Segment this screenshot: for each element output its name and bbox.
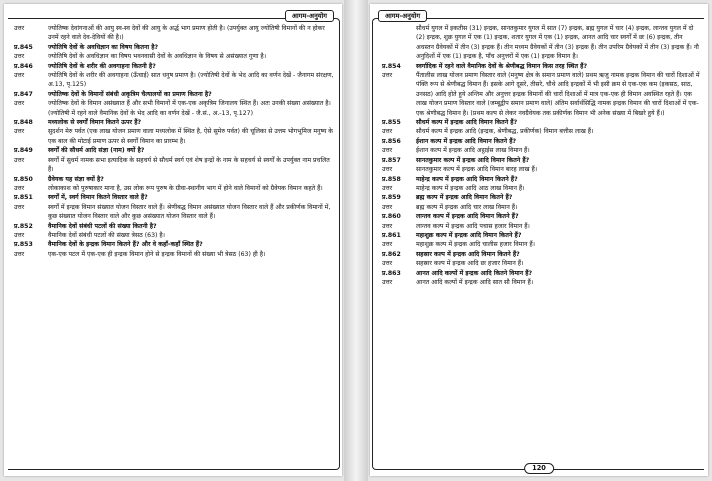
question-number: प्र.855 [382, 119, 401, 127]
answer-label: उत्तर [14, 156, 25, 164]
question-item [14, 62, 334, 71]
answer-label: उत्तर [382, 222, 393, 230]
answer-item [14, 52, 334, 61]
question-number: प्र.859 [382, 194, 401, 202]
question-number: प्र.856 [382, 137, 401, 145]
answer-label: उत्तर [382, 166, 393, 174]
question-text: स्वर्गादिक में रहने वाले वैमानिक देवों के श्रेणीबद्ध विमान किस तरह स्थित हैं? [416, 62, 588, 70]
answer-text: आनत आदि कल्पों में इन्द्रक आदि सात सौ विमान हैं। [416, 278, 534, 286]
answer-item [382, 240, 700, 249]
answer-item [382, 278, 700, 287]
question-item [382, 193, 700, 202]
answer-text: लान्तव कल्प में इन्द्रक आदि पचास हजार विमान हैं। [416, 222, 530, 230]
answer-label: उत्तर [382, 203, 393, 211]
answer-label: उत्तर [382, 184, 393, 192]
question-number: प्र.851 [14, 194, 33, 202]
question-number: प्र.862 [382, 250, 401, 258]
answer-text: वैमानिक देवों संबंधी पटलों की संख्या त्रेसठ (63) है। [48, 231, 166, 239]
answer-item [14, 203, 334, 222]
question-item [382, 62, 700, 71]
answer-label: उत्तर [382, 278, 393, 286]
answer-text: सुदर्शन मेरु पर्वत (एक लाख योजन प्रमाण वाला मध्यलोक में स्थित है, ऐसे सुमेरु पर्वत) की चूलिका से उत्तम भोगभूमिज मनुष्य के एक बाल की मोटाई प्रमाण ऊपर से स्वर्गों विमान का प्रारम्भ है। [48, 128, 333, 145]
question-item [14, 240, 334, 249]
answer-item [14, 127, 334, 146]
question-text: महाशुक्र कल्प में इन्द्रक आदि विमान कितने हैं? [416, 231, 522, 239]
question-text: ईशान कल्प में इन्द्रक आदि विमान कितने हैं? [416, 137, 517, 145]
question-item [382, 231, 700, 240]
answer-text: माहेन्द्र कल्प में इन्द्रक आदि आठ लाख विमान हैं। [416, 184, 525, 192]
answer-label: उत्तर [14, 128, 25, 136]
right-page-content [382, 24, 700, 466]
left-header-tab: आगम-अनुयोग [285, 10, 334, 22]
question-item [14, 193, 334, 202]
answer-item [382, 71, 700, 118]
question-number: प्र.854 [382, 62, 401, 70]
question-text: ब्रह्म कल्प में इन्द्रक आदि विमान कितने हैं? [416, 194, 513, 202]
answer-text: पैंतालीस लाख योजन प्रमाण विस्तार वाले (मनुष्य क्षेत्र के समान प्रमाण वाले) प्रथम ऋजु नामक इन्द्रक विमान की चारों दिशाओं में पंक्ति रूप से श्रेणीबद्ध विमान हैं। इसके आगे दूसरे, तीसरे, चौथे आदि इन्द्रकों में भी इसी क्रम से एक-एक कम (इकसठ, साठ, उनसठ) आदि होते हुये अन्तिम और अनुत्तर इन्द्रक विमानों की चारों दिशाओं में मात्र एक-एक ही विमान अवस्थित रहते हैं। एक लाख योजन प्रमाण विस्तार वाले (जम्बूद्वीप समान प्रमाण वाले) अंतिम सर्वार्थसिद्धि नामक इन्द्रक विमान की चारों दिशाओं में एक-एक श्रेणीबद्ध विमान है। (प्रथम कल्प से लेकर नवग्रैवेयक तक प्रकीर्णक विमान भी अनेक संख्या में बिखरे हुये हैं।) [416, 72, 700, 117]
question-item [14, 118, 334, 127]
answer-text: महाशुक्र कल्प में इन्द्रक आदि चालीस हजार विमान हैं। [416, 241, 536, 249]
answer-item [382, 203, 700, 212]
question-item [382, 137, 700, 146]
answer-item [14, 184, 334, 193]
answer-item [382, 222, 700, 231]
answer-item [14, 99, 334, 118]
question-number: प्र.852 [14, 222, 33, 230]
book-binding [344, 0, 368, 481]
question-item [382, 250, 700, 259]
question-item [14, 43, 334, 52]
question-text: मध्यलोक से स्वर्गों विमान कितने ऊपर हैं? [48, 119, 142, 127]
question-item [14, 146, 334, 155]
answer-item [382, 127, 700, 136]
question-number: प्र.860 [382, 213, 401, 221]
question-number: प्र.857 [382, 156, 401, 164]
question-number: प्र.849 [14, 147, 33, 155]
question-number: प्र.845 [14, 43, 33, 51]
answer-text: सौधर्म कल्प में इन्द्रक आदि (इन्द्रक, श्रेणीबद्ध, प्रकीर्णक) विमान बत्तीस लाख हैं। [416, 128, 594, 136]
answer-label: उत्तर [14, 53, 25, 61]
answer-label: उत्तर [382, 147, 393, 155]
answer-item [382, 184, 700, 193]
question-item [14, 175, 334, 184]
question-item [382, 175, 700, 184]
question-item [14, 222, 334, 231]
question-text: सानतकुमार कल्प में इन्द्रक आदि विमान कितने हैं? [416, 156, 530, 164]
answer-label: उत्तर [14, 250, 25, 258]
question-text: वैमानिक देवों संबंधी पटलों की संख्या कितनी है? [48, 222, 157, 230]
answer-text: ब्रह्म कल्प में इन्द्रक आदि चार लाख विमान हैं। [416, 203, 518, 211]
question-number: प्र.848 [14, 119, 33, 127]
question-text: स्वर्गों में, स्वर्ग विमान कितने विस्तार वाले हैं? [48, 194, 148, 202]
answer-label: उत्तर [382, 72, 393, 80]
question-text: लान्तव कल्प में इन्द्रक आदि विमान कितने हैं? [416, 213, 519, 221]
answer-text: सानतकुमार कल्प में इन्द्रक आदि विमान बारह लाख हैं। [416, 166, 538, 174]
answer-label: उत्तर [14, 72, 25, 80]
continued-answer-text: सौधर्म युगल में इकतीस (31) इन्द्रक, सानतकुमार युगल में सात (7) इन्द्रक, ब्रह्म युगल में चार (4) इन्द्रक, लान्तव युगल में दो (2) इन्द्रक, शुक्र युगल में एक (1) इन्द्रक, शतार युगल में एक (1) इन्द्रक, आनत आदि चार स्वर्गों में छः (6) इन्द्रक, तीन अधस्तन ग्रैवेयकों में तीन (3) इन्द्रक हैं। तीन मध्यम ग्रैवेयकों में तीन (3) इन्द्रक हैं। तीन उपरिम ग्रैवेयकों में तीन (3) इन्द्रक हैं। नौ अनुदिशों में एक (1) इन्द्रक है, पाँच अनुत्तरों में एक (1) इन्द्रक विमान है। [416, 25, 699, 61]
answer-label: उत्तर [382, 260, 393, 268]
answer-text: सहस्रार कल्प में इन्द्रक आदि छः हजार विमान हैं। [416, 260, 524, 268]
question-number: प्र.858 [382, 175, 401, 183]
question-text: स्वर्गों की सौधर्म आदि संज्ञा (नाम) क्यों है? [48, 147, 145, 155]
question-item [382, 269, 700, 278]
answer-label: उत्तर [14, 203, 25, 211]
right-header-tab: आगम-अनुयोग [378, 10, 427, 22]
question-text: ज्योतिषि देवों के अवधिज्ञान का विषय कितना है? [48, 43, 159, 51]
question-number: प्र.846 [14, 62, 33, 70]
question-text: ग्रैवेयक यह संज्ञा क्यों है? [48, 175, 104, 183]
answer-label: उत्तर [382, 241, 393, 249]
answer-text: ईशान कल्प में इन्द्रक आदि अट्ठाईस लाख विमान हैं। [416, 147, 530, 155]
left-page [4, 4, 342, 476]
answer-item [14, 250, 334, 259]
answer-text: ज्योतिष्क देवांगनाओं की आयु स्व-स्व देवों की आयु के अर्द्ध भाग प्रमाण होती है। (उपर्युक्त आयु ज्योतिषी विमानों की न होकर उनमें रहने वाले देव-देवियों की है।) [48, 25, 325, 42]
question-item [14, 90, 334, 99]
answer-item [14, 24, 334, 43]
question-text: सौधर्म कल्प में इन्द्रक आदि विमान कितने हैं? [416, 119, 518, 127]
question-item [382, 212, 700, 221]
answer-label: उत्तर [14, 184, 25, 192]
answer-item [382, 146, 700, 155]
answer-text: लोकाकाश को पुरुषाकार माना है, उस लोक रूप पुरुष के ग्रीवा-स्थानीय भाग में होने वाले विमानों को ग्रैवेयक विमान कहते हैं। [48, 184, 323, 192]
question-number: प्र.850 [14, 175, 33, 183]
question-item [382, 118, 700, 127]
answer-item [14, 156, 334, 175]
question-text: ज्योतिष्क देवों के विमानों संबंधी अकृत्रिम चैत्यालयों का प्रमाण कितना है? [48, 90, 212, 98]
question-number: प्र.861 [382, 231, 401, 239]
right-page [370, 4, 708, 476]
question-text: आनत आदि कल्पों में इन्द्रक आदि कितने विमान हैं? [416, 269, 533, 277]
answer-text: स्वर्गों में इन्द्रक विमान संख्यात योजन विस्तार वाले हैं। श्रेणीबद्ध विमान असंख्यात योजन विस्तार वाले हैं और प्रकीर्णक विमानों में, कुछ संख्यात योजन विस्तार वाले और कुछ असंख्यात योजन विस्तार वाले हैं। [48, 203, 331, 221]
answer-item [14, 231, 334, 240]
answer-label: उत्तर [382, 128, 393, 136]
question-item [382, 156, 700, 165]
question-number: प्र.853 [14, 241, 33, 249]
question-text: माहेन्द्र कल्प में इन्द्रक आदि विमान कितने हैं? [416, 175, 518, 183]
answer-item [14, 71, 334, 90]
answer-text: ज्योतिषि देवों के शरीर की अवगाहना (ऊँचाई) सात धनुष प्रमाण है। (ज्योतिषी देवों के भेद आदि का वर्णन देखें - जैनागम संरक्षण, अ.13, पृ.125) [48, 72, 334, 89]
answer-text: एक-एक पटल में एक-एक ही इन्द्रक विमान होने से इन्द्रक विमानों की संख्या भी त्रेसठ (63) ही है। [48, 250, 266, 258]
answer-item [382, 259, 700, 268]
answer-text: स्वर्गों में सुधर्म नामक सभा इत्यादिक के सहचर्य से सौधर्म स्वर्ग एवं शेष इन्द्रों के नाम के सहचर्य से स्वर्गों के उपर्युक्त नाम प्रचलित हैं। [48, 156, 330, 174]
answer-label: उत्तर [14, 25, 25, 32]
page-number: 120 [524, 463, 554, 474]
question-text: ज्योतिषि देवों के शरीर की अवगाहना कितनी है? [48, 62, 156, 70]
answer-item [382, 165, 700, 174]
question-number: प्र.847 [14, 90, 33, 98]
left-page-content [14, 24, 334, 466]
answer-text: ज्योतिष्क देवों के विमान असंख्यात हैं और सभी विमानों में एक-एक अकृत्रिम जिनालय स्थित हैं। अतः उनकी संख्या असंख्यात है। (ज्योतिषी में रहने वाले वैमानिक देवों के भेद आदि का वर्णन देखें - जै.सं., अ.-13, पृ.127) [48, 100, 331, 117]
question-text: वैमानिक देवों के इन्द्रक विमान कितने हैं? और वे कहाँ-कहाँ स्थित हैं? [48, 241, 203, 249]
answer-label: उत्तर [14, 100, 25, 108]
answer-text: ज्योतिषि देवों के अवधिज्ञान का विषय भवनवासी देवों के अवधिज्ञान के विषय से असंख्यात गुणा है। [48, 53, 267, 61]
question-text: सहस्रार कल्प में इन्द्रक आदि विमान कितने हैं? [416, 250, 520, 258]
answer-label: उत्तर [14, 231, 25, 239]
question-number: प्र.863 [382, 269, 401, 277]
